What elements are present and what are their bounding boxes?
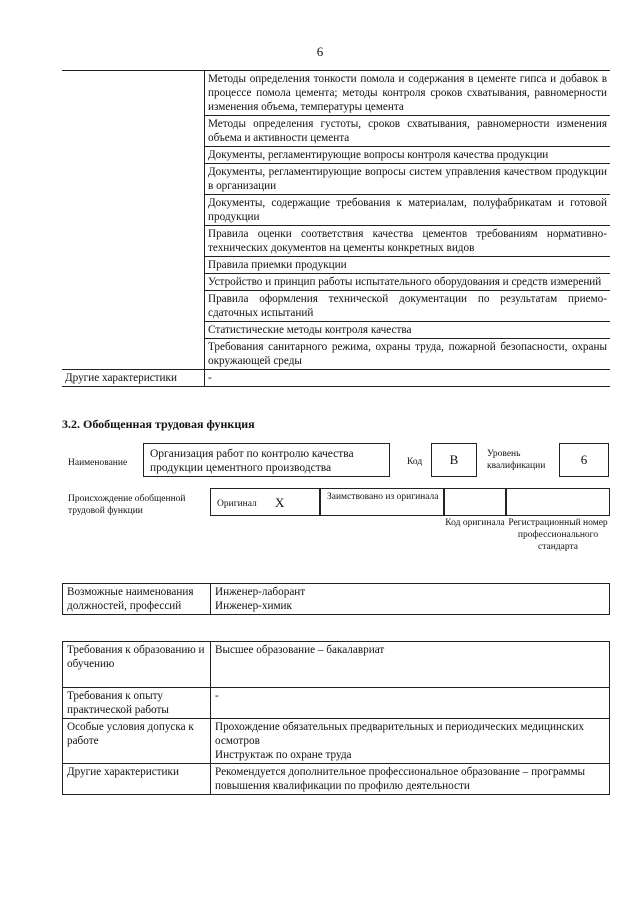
table-cell: Устройство и принцип работы испытательного оборудования и средств измерений [205,274,611,291]
function-name-box: Организация работ по контролю качества продукции цементного производства [143,443,390,477]
table-row [62,370,610,387]
other-characteristics-label: Другие характеристики [62,370,205,387]
position-item: Инженер-химик [215,600,292,612]
table-cell: Требования санитарного режима, охраны труда, пожарной безопасности, охраны окружающей среды [205,339,611,370]
positions-values [211,584,610,615]
table-row [63,584,610,615]
table-cell: Правила приемки продукции [205,257,611,274]
original-mark: X [275,495,285,510]
experience-value [211,688,610,719]
table-cell: Правила оформления технической документации по результатам приемо-сдаточных испытаний [205,291,611,322]
level-label: Уровень квалификации [487,449,546,471]
table-row [63,764,610,795]
other-value [211,764,610,795]
table-cell: Документы, содержащие требования к материалам, полуфабрикатам и готовой продукции [205,195,611,226]
position-item: Инженер-лаборант [215,586,306,598]
requirements-table [62,641,610,795]
level-value-box: 6 [559,443,609,477]
requirement-line: Инструктаж по охране труда [215,749,352,761]
original-label: Оригинал [217,499,257,509]
requirement-line: Прохождение обязательных предварительных и периодических медицинских осмотров [215,721,584,747]
table-cell: Документы, регламентирующие вопросы систем управления качеством продукции в организации [205,164,611,195]
positions-table [62,583,610,615]
table-cell: Документы, регламентирующие вопросы контроля качества продукции [205,147,611,164]
experience-label: Требования к опыту практической работы [63,688,211,719]
positions-label: Возможные наименования должностей, профессий [63,584,211,615]
knowledge-table [62,70,610,387]
table-cell-empty [62,71,205,370]
table-cell: Методы определения тонкости помола и содержания в цементе гипса и добавок в процессе помола цемента; методы контроля сроков схватывания, равномерности изменения объема, температуры цемента [205,71,611,116]
page-number: 6 [316,44,324,59]
other-label: Другие характеристики [63,764,211,795]
table-cell: Методы определения густоты, сроков схватывания, равномерности изменения объема и активности цемента [205,116,611,147]
requirement-line: - [215,690,219,702]
admission-label: Особые условия допуска к работе [63,719,211,764]
table-cell: Статистические методы контроля качества [205,322,611,339]
other-characteristics-value: - [205,370,611,387]
code-value-box: B [431,443,477,477]
reg-number-label: Регистрационный номер профессионального стандарта [508,518,608,552]
name-label: Наименование [68,458,128,468]
admission-value [211,719,610,764]
code-original-label: Код оригинала [445,518,505,528]
table-row [62,71,610,116]
reg-number-box [506,488,610,516]
borrowed-box [320,488,444,516]
original-box [210,488,320,516]
table-row [63,719,610,764]
table-cell: Правила оценки соответствия качества цементов требованиям нормативно-технических документов на цементы конкретных видов [205,226,611,257]
requirement-line: Рекомендуется дополнительное профессиональное образование – программы повышения квалификации по профилю деятельности [215,766,586,792]
section-title: 3.2. Обобщенная трудовая функция [62,417,255,431]
education-label: Требования к образованию и обучению [63,642,211,688]
borrowed-label: Заимствовано из оригинала [327,492,439,502]
education-value [211,642,610,688]
code-original-box [444,488,506,516]
code-label: Код [407,457,423,467]
requirement-line: Высшее образование – бакалавриат [215,644,385,656]
origin-label: Происхождение обобщенной трудовой функции [68,494,186,516]
table-row [63,642,610,688]
table-row [63,688,610,719]
